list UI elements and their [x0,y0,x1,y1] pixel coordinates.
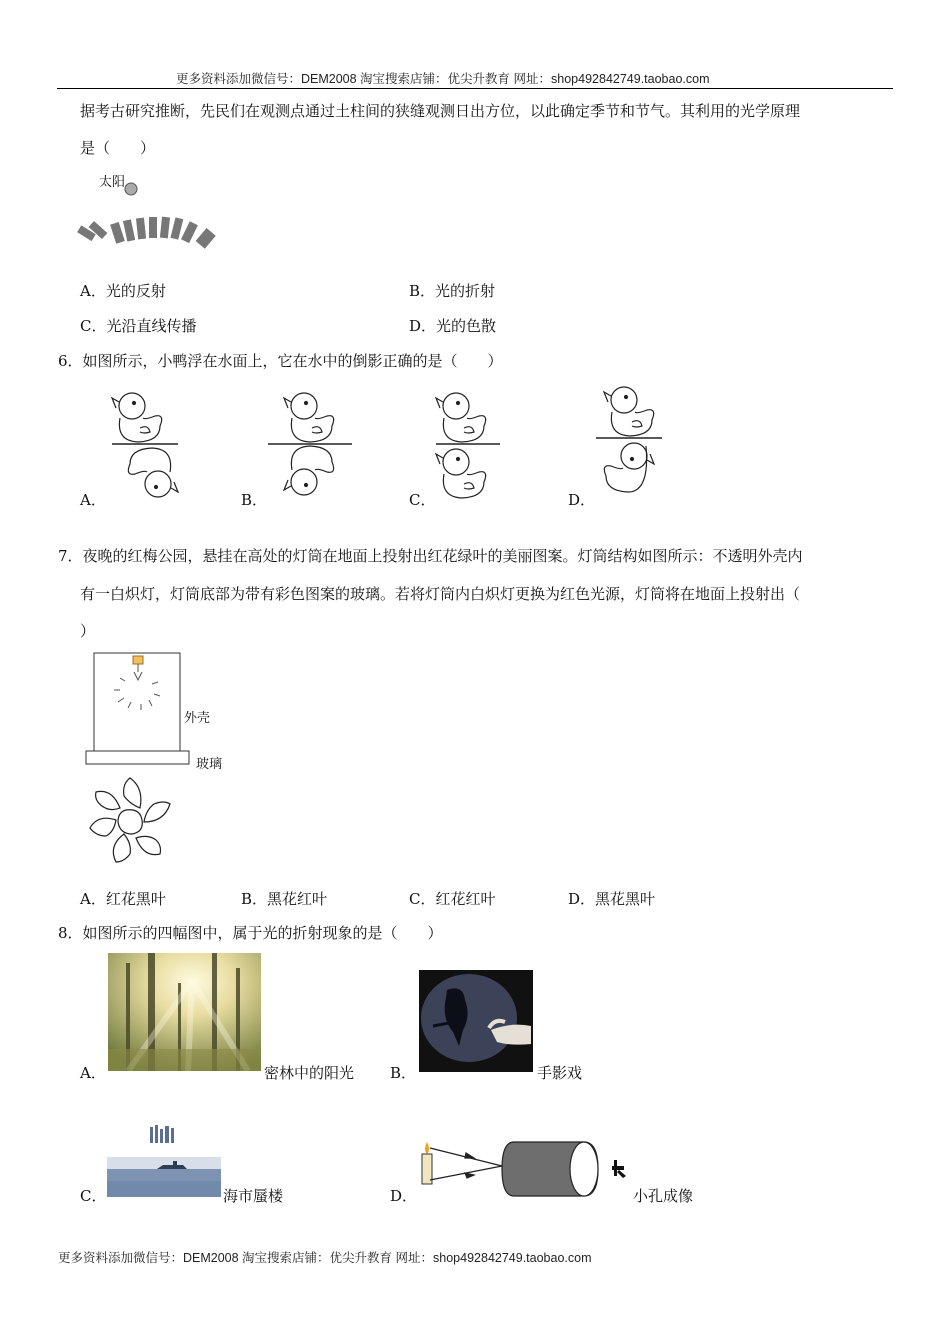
q5-figure-earth-pillars [80,175,220,265]
forest-sunlight-photo [108,953,261,1071]
q7-lamp-figure [86,650,196,770]
q7-text-line1: 7．夜晚的红梅公园，悬挂在高处的灯筒在地面上投射出红花绿叶的美丽图案。灯筒结构如图所示：不透明外壳内 [58,547,803,565]
q7-flower-figure [86,774,176,864]
page-header: 更多资料添加微信号：DEM2008 淘宝搜索店铺：优尖升教育 网址：shop492842749.taobao.com [176,72,710,86]
q8-option-a-caption: 密林中的阳光 [264,1064,355,1082]
q8-option-b-letter[interactable]: B． [390,1064,417,1082]
q8-text: 8．如图所示的四幅图中，属于光的折射现象的是（ ） [58,924,443,942]
q6-duck-figure-d [594,380,664,500]
q5-option-c[interactable]: C．光沿直线传播 [80,317,197,335]
q6-option-c[interactable]: C． [409,491,436,509]
lamp-glass [86,751,189,764]
label-glass: 玻璃 [196,756,223,771]
q7-option-a[interactable]: A．红花黑叶 [80,890,166,908]
q5-option-d[interactable]: D．光的色散 [409,317,497,335]
sun-label: 太阳 [99,174,126,189]
q6-duck-figure-a [110,386,180,506]
q8-option-c-caption: 海市蜃楼 [223,1187,284,1205]
page-footer: 更多资料添加微信号：DEM2008 淘宝搜索店铺：优尖升教育 网址：shop492842749.taobao.com [58,1251,592,1265]
q6-duck-figure-c [434,386,504,506]
q7-option-b[interactable]: B．黑花红叶 [241,890,328,908]
q6-text: 6．如图所示，小鸭浮在水面上，它在水中的倒影正确的是（ ） [58,352,503,370]
label-shell: 外壳 [184,710,211,725]
q5-option-b[interactable]: B．光的折射 [409,282,496,300]
q6-option-b[interactable]: B． [241,491,268,509]
q7-text-line3: ） [80,622,96,640]
q5-text-line2: 是（ ） [80,139,156,157]
lamp-shell [94,653,180,751]
shadow-puppet-photo [419,970,533,1072]
q5-option-a[interactable]: A．光的反射 [80,282,166,300]
q7-text-line2: 有一白炽灯，灯筒底部为带有彩色图案的玻璃。若将灯筒内白炽灯更换为红色光源，灯筒将在地面上投射出（ [80,585,801,603]
header-rule [57,88,893,89]
q7-option-d[interactable]: D．黑花黑叶 [568,890,656,908]
q7-option-c[interactable]: C．红花红叶 [409,890,496,908]
q8-option-d-caption: 小孔成像 [633,1187,694,1205]
sun-icon [125,183,137,195]
q8-option-a-letter[interactable]: A． [80,1064,106,1082]
inverted-image-icon [612,1160,626,1178]
q5-text-line1: 据考古研究推断，先民们在观测点通过土柱间的狭缝观测日出方位，以此确定季节和节气。其利用的光学原理 [80,102,801,120]
mirage-photo [107,1123,221,1197]
q6-option-a[interactable]: A． [80,491,106,509]
q8-option-b-caption: 手影戏 [537,1064,583,1082]
q6-duck-figure-b [266,386,356,506]
q8-option-d-letter[interactable]: D． [390,1187,418,1205]
q6-option-d[interactable]: D． [568,491,596,509]
pinhole-camera-diagram [418,1136,633,1204]
q8-option-c-letter[interactable]: C． [80,1187,107,1205]
